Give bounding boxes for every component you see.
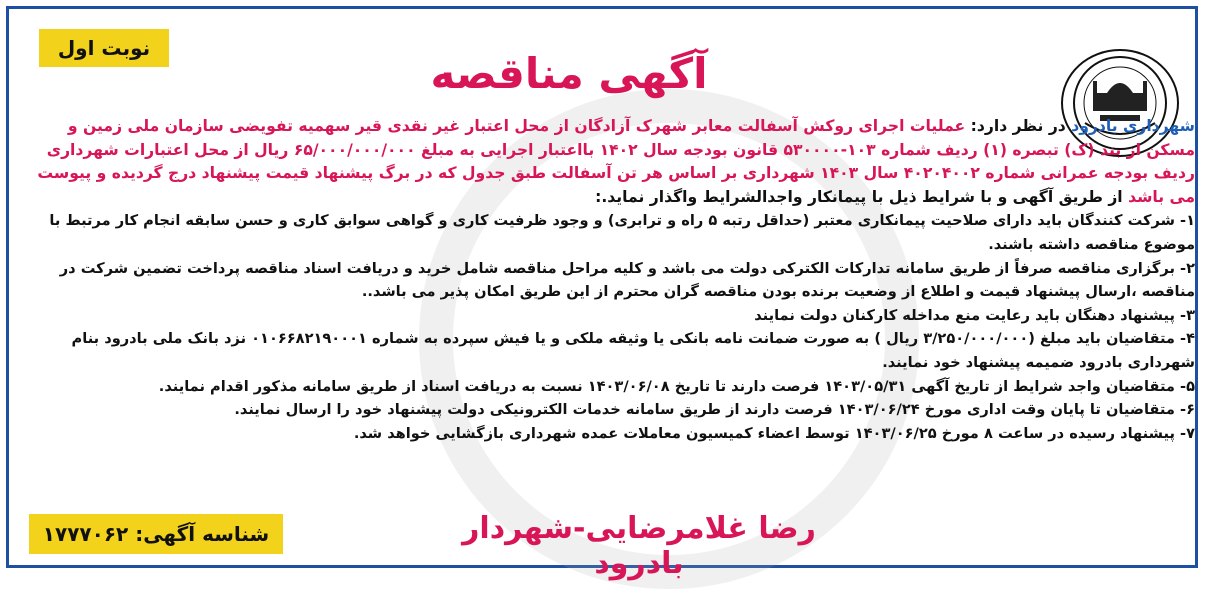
condition-item: ۵- متقاضیان واجد شرایط از تاریخ آگهی ۱۴۰۳/۰۵/۳۱ فرصت دارند تا تاریخ ۱۴۰۳/۰۶/۰۸ نسبت به دریافت اسناد از طریق سامانه مذکور اقدام نمایند.	[158, 377, 1195, 395]
intro-tail: از طریق آگهی و با شرایط ذیل با پیمانکار واجدالشرایط واگذار نماید.:	[595, 187, 1129, 206]
page-title: آگهی مناقصه	[430, 49, 708, 98]
condition-item: ۴- متقاضیان باید مبلغ (۳/۲۵۰/۰۰۰/۰۰۰ ریال ) به صورت ضمانت نامه بانکی یا وثیقه ملکی و یا فیش سپرده به شماره ۰۱۰۶۶۸۲۱۹۰۰۰۱ نزد بانک ملی بادرود بنام شهرداری بادرود ضمیمه پیشنهاد خود نمایند.	[71, 330, 1195, 371]
tender-subject: عملیات اجرای روکش آسفالت معابر شهرک آزادگان از محل اعتبار غیر نقدی قیر سهمیه تفویضی سازمان ملی زمین و مسکن از بند (ک) تبصره (۱) ردیف شماره ۱۰۳-۵۳۰۰۰۰ قانون بودجه سال ۱۴۰۲ بااعتبار اجرایی به مبلغ ۶۵/۰۰۰/۰۰۰/۰۰۰ ریال از محل اعتبارات شهرداری ردیف بودجه عمرانی شماره ۴۰۲۰۴۰۰۲ سال ۱۴۰۳ شهرداری بر اساس هر تن آسفالت طبق جدول که در برگ پیشنهاد قیمت پیشنهاد درج گردیده و پیوست می باشد	[37, 117, 1195, 206]
notice-body	[35, 115, 1195, 445]
intro-paragraph	[35, 115, 1195, 209]
notice-frame	[6, 6, 1198, 581]
municipality-name: شهرداری بادرود	[1071, 117, 1195, 135]
ad-id-badge: شناسه آگهی: ۱۷۷۷۰۶۲	[29, 514, 283, 554]
condition-item: ۲- برگزاری مناقصه صرفاً از طریق سامانه تدارکات الکترکی دولت می باشد و کلیه مراحل مناقصه شامل خرید و دریافت اسناد مناقصه پرداخت تضمین شرکت در مناقصه ،ارسال پیشنهاد قیمت و اطلاع از وضعیت برنده بودن مناقصه گران محترم از این طریق امکان پذیر می باشد..	[59, 259, 1195, 301]
condition-item: ۱- شرکت کنندگان باید دارای صلاحیت پیمانکاری معتبر (حداقل رتبه ۵ راه و ترابری) و وجود ظرفیت کاری و گواهی سوابق کاری و حسن سابقه انجام کار مرتبط با موضوع مناقصه داشته باشند.	[49, 212, 1195, 253]
condition-item: ۷- پیشنهاد رسیده در ساعت ۸ مورخ ۱۴۰۳/۰۶/۲۵ توسط اعضاء کمیسیون معاملات عمده شهرداری بازگشایی خواهد شد.	[353, 424, 1195, 442]
condition-item: ۶- متقاضیان تا پایان وقت اداری مورخ ۱۴۰۳/۰۶/۲۴ فرصت دارند از طریق سامانه خدمات الکترونیکی دولت پیشنهاد خود را ارسال نمایند.	[234, 401, 1195, 419]
round-badge: نوبت اول	[39, 29, 169, 67]
intro-lead: در نظر دارد:	[965, 117, 1072, 135]
mayor-signature: رضا غلامرضایی-شهردار بادرود	[462, 511, 816, 581]
condition-item: ۳- پیشنهاد دهنگان باید رعایت منع مداخله کارکنان دولت نمایند	[754, 306, 1195, 324]
